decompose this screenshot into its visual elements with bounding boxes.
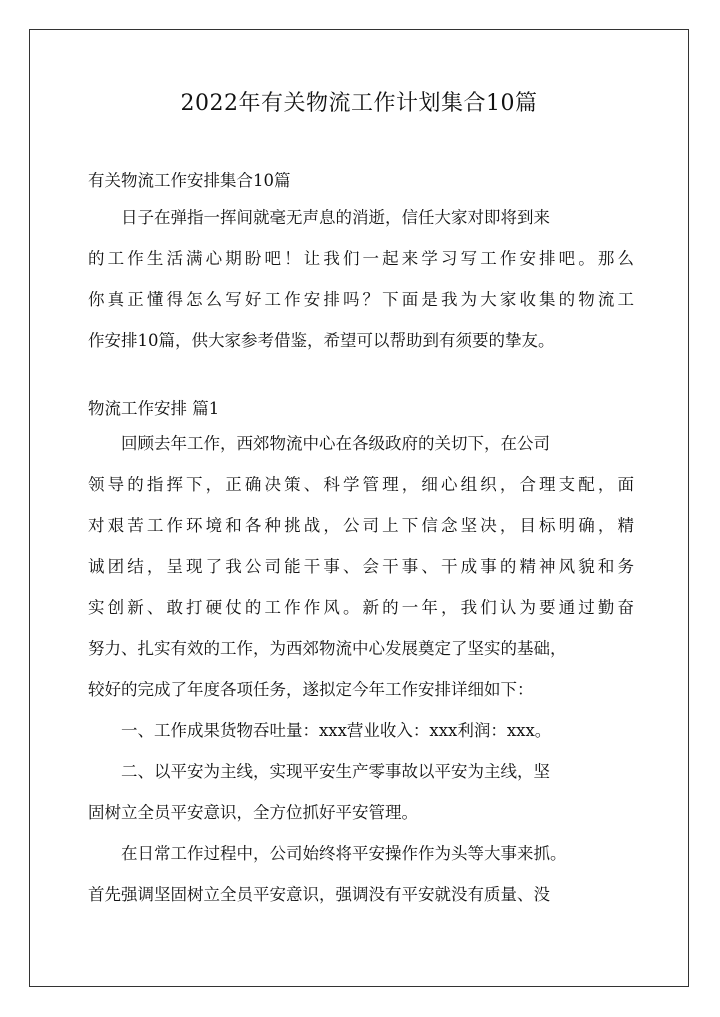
para1-line-3: 对艰苦工作环境和各种挑战，公司上下信念坚决，目标明确，精: [88, 516, 634, 535]
para2-line-2: 首先强调坚固树立全员平安意识，强调没有平安就没有质量、没: [88, 885, 550, 904]
para1-line-5: 实创新、敢打硬仗的工作作风。新的一年，我们认为要通过勤奋: [88, 598, 634, 617]
intro-line-2: 的工作生活满心期盼吧！让我们一起来学习写工作安排吧。那么: [88, 249, 634, 268]
para1-line-4: 诚团结，呈现了我公司能干事、会干事、干成事的精神风貌和务: [88, 557, 634, 576]
section-heading: 物流工作安排 篇1: [88, 399, 220, 418]
item2-line-1: 二、以平安为主线，实现平安生产零事故以平安为主线，坚: [121, 762, 550, 781]
intro-line-3: 你真正懂得怎么写好工作安排吗？下面是我为大家收集的物流工: [88, 290, 634, 309]
subtitle: 有关物流工作安排集合10篇: [88, 171, 291, 190]
para1-line-7: 较好的完成了年度各项任务，遂拟定今年工作安排详细如下：: [88, 680, 534, 699]
intro-line-1: 日子在弹指一挥间就毫无声息的消逝，信任大家对即将到来: [121, 208, 550, 227]
item1-line: 一、工作成果货物吞吐量：xxx营业收入：xxx利润：xxx。: [121, 721, 552, 740]
para2-line-1: 在日常工作过程中，公司始终将平安操作作为头等大事来抓。: [121, 844, 567, 863]
para1-line-6: 努力、扎实有效的工作，为西郊物流中心发展奠定了坚实的基础，: [88, 639, 567, 658]
item2-line-2: 固树立全员平安意识，全方位抓好平安管理。: [88, 803, 418, 822]
intro-line-4: 作安排10篇，供大家参考借鉴，希望可以帮助到有须要的挚友。: [88, 331, 555, 350]
para1-line-1: 回顾去年工作，西郊物流中心在各级政府的关切下，在公司: [121, 434, 550, 453]
para1-line-2: 领导的指挥下，正确决策、科学管理，细心组织，合理支配，面: [88, 475, 634, 494]
document-title: 2022年有关物流工作计划集合10篇: [180, 91, 538, 116]
